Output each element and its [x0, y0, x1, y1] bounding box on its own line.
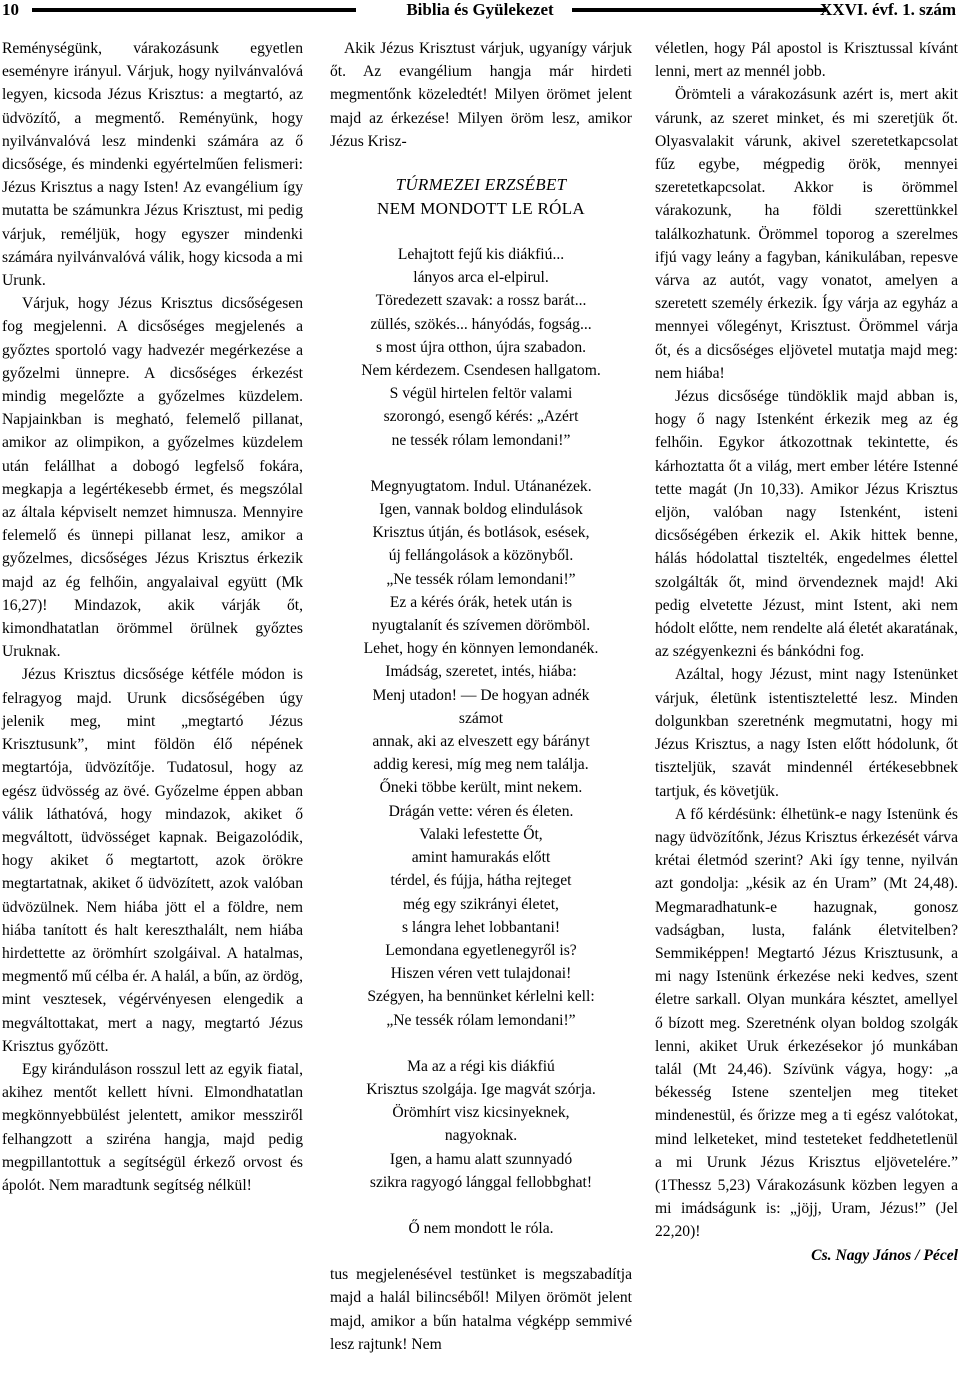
paragraph: Egy kiránduláson rosszul lett az egyik fiatal, akihez mentőt kellett hívni. Elmondhatatlan megkönnyebbülést jelentett, amikor messziről felhangzott a sziréna hangja, majd pedig megpillantottuk a segítségül érkező orvost és ápolót. Nem maradtunk segítség nélkül! — [2, 1060, 303, 1194]
header-rule-right — [572, 8, 826, 12]
paragraph: Reménységünk, várakozásunk egyetlen eseményre irányul. Várjuk, hogy nyilvánvalóvá legyen, kicsoda Jézus Krisztus: a megtartó, az üdvözítő, a megmentő. Reményünk, hogy nyilvánvalóvá lesz mindenki számára az ő dicsősége, és mindenki egyértelműen felismeri: Jézus Krisztus a nagy Isten! Az evangélium így mutatta be számunkra Jézus Krisztust, mi pedig várjuk, reméljük, hogy egyszer mindenki számára nyilvánvalóvá válik, hogy kicsoda a mi Urunk. — [2, 40, 303, 290]
poem-line: züllés, szökés... hányódás, fogság... — [370, 315, 592, 333]
paragraph: véletlen, hogy Pál apostol is Krisztussal kívánt lenni, mert az mennél jobb. — [655, 40, 958, 81]
poem-line: Krisztus szolgája. Ige magvát szórja. — [366, 1080, 596, 1098]
column-right — [655, 37, 958, 1267]
paragraph: Örömteli a várakozásunk azért is, mert akit várunk, az szeret minket, és mi szeretjük őt. Olyasvalakit várunk, akivel szeretetkapcsolat fűz egybe, mégpedig örök, mennyei szeretetkapcsolat. Akkor is örömmel várakozunk, ha földi szerettünkkel találkozhatunk. Örömmel toporog a szerelmes ifjú vagy leány a fagyban, kánikulában, repesve várva az autót, vagy vonatot, amelyen a szeretett személy érkezik. Így várja az egyház a mennyei vőlegényt, Krisztust. Örömmel várja őt, és a dicsőséges eljövetel mutatja majd meg: nem hiába! — [655, 86, 958, 382]
paragraph: Jézus dicsősége tündöklik majd abban is, hogy ő nagy Istenként érkezik meg az ég felhőin. Egykor átkozottnak tekintette, és kárhoztatta őt a világ, mert ember létére Istenné tette magát (Jn 10,33). Amikor Jézus Krisztus eljön, valóban nagy Istenként, isteni dicsőségében érkezik el. Akik hittek benne, hálás hódolattal tisztelték, engedelmes élettel szolgálták őt, mind örvendeznek majd! Aki pedig elvetette Jézust, mint Istent, aki nem hódolt előtte, nem rendelte alá életét akaratának, az szégyenkezni és bánkódni fog. — [655, 388, 958, 661]
poem-line: Szégyen, ha bennünket kérlelni kell: — [367, 988, 595, 1006]
poem-line: térdel, és fújja, hátha rejteget — [390, 872, 572, 890]
poem-line: Menj utadon! — De hogyan adnék — [372, 686, 590, 704]
poem-line: Igen, vannak boldog elindulások — [379, 501, 583, 519]
poem-line: szikra ragyogó lánggal fellobbghat! — [369, 1173, 593, 1191]
paragraph: Akik Jézus Krisztust várjuk, ugyanígy várjuk őt. Az evangélium hangja már hirdeti megmentőnk közeledtét! Milyen örömet jelent majd az érkezése! Milyen öröm lesz, amikor Jézus Krisz- — [330, 40, 632, 150]
poem-line: Lehet, hogy én könnyen lemondanék. — [363, 640, 599, 658]
column-left — [2, 37, 303, 1197]
poem-line: számot — [458, 709, 504, 727]
poem-line: Lehajtott fejű kis diákfiú... — [397, 246, 565, 264]
page-header — [0, 0, 960, 22]
poem-line: S végül hirtelen feltör valami — [389, 385, 573, 403]
poem-line: Töredezett szavak: a rossz barát... — [375, 292, 587, 310]
poem-line: Nem kérdezem. Csendesen hallgatom. — [361, 362, 601, 380]
poem-stanza — [330, 1217, 632, 1240]
poem-line: Őneki többe került, mint nekem. — [379, 779, 583, 797]
issue-label: XXVI. évf. 1. szám — [820, 0, 956, 19]
poem-line: Igen, a hamu alatt szunnyadó — [389, 1150, 573, 1168]
poem-line: még egy szikrányi életet, — [403, 895, 559, 913]
paragraph: Várjuk, hogy Jézus Krisztus dicsőségesen fog megjelenni. A dicsőséges megjelenés a győztes sportoló vagy hadvezér megérkezése a győzelmi ünnepre. A dicsőséges érkezést mindig megelőzte a győzelmes küzdelem. Napjainkban is megható, felemelő pillanat, amikor az olimpikon, a győzelmes küzdelem után felállhat a dobogó legfelső fokára, megkapja a legértékesebb érmet, és megszólal az általa képviselt nemzet himnusza. Mennyire felemelő és ünnepi pillanat lesz, amikor a győzelmes, dicsőséges Jézus Krisztus érkezik majd az ég felhőin, angyalaival együtt (Mk 16,27)! Mindazok, akik várják őt, kimondhatatlan örömmel örülnek győztes Uruknak. — [2, 295, 303, 661]
poem-line: szorongó, esengő kérés: „Azért — [383, 408, 579, 426]
paragraph: Jézus Krisztus dicsősége kétféle módon is felragyog majd. Urunk dicsőségében úgy jelenik meg, mint „megtartó Jézus Krisztusunk”, mint földön élő népének megtartója, üdvözítője. Tudatosul, hogy az egész üdvösség az övé. Győzelme éppen abban válik láthatóvá, hogy mindazok, akiket ő megváltott, üdvösséget kapnak. Beigazolódik, hogy akiket ő megtartott, azok örökre megtartatnak, akiket ő üdvözített, azok valóban üdvözülnek. Nem hiába jött el a földre, nem hiába tanított és halt kereszthalált, nem hiába hirdettette az örömhírt szolgáival. A hatalmas, megmentő mű célba ér. A halál, a bűn, az ördög, mint vesztesek, végérvényesen elengedik a megváltottakat, mert a nagy, megtartó Jézus Krisztus győzött. — [2, 666, 303, 1055]
poem-line: Ma az a régi kis diákfiú — [407, 1057, 555, 1075]
poem-line: nyugtalanít és szívemen dörömböl. — [371, 617, 591, 635]
poem-stanza — [330, 475, 632, 1032]
poem-line: lányos arca el-elpirul. — [413, 269, 549, 287]
poem-line: annak, aki az elveszett egy bárányt — [372, 733, 590, 751]
poem-line: nagyoknak. — [444, 1127, 518, 1145]
poem — [330, 173, 632, 1240]
poem-line: s most újra otthon, újra szabadon. — [375, 338, 587, 356]
paragraph: Azáltal, hogy Jézust, mint nagy Istenünket várjuk, életünk istentiszteletté lesz. Minden dolgunkban szeretnénk megmutatni, hogy mi Jézus Krisztus, a nagy Isten előtt hódolunk, őt tiszteljük, szavát mindennél értékesebbnek tartjuk, és követjük. — [655, 666, 958, 800]
poem-stanzas — [330, 243, 632, 1240]
poem-line: Krisztus útján, és botlások, esések, — [372, 524, 590, 542]
poem-line: Lemondana egyetlenegyről is? — [385, 941, 577, 959]
poem-line: Ő nem mondott le róla. — [408, 1219, 554, 1237]
poem-line: Drágán vette: véren és életen. — [388, 802, 574, 820]
paragraph: tus megjelenésével testünket is megszabadítja majd a halál bilincséből! Milyen örömöt jelent majd, amikor a bűn hatalma végképp semmivé lesz rajtunk! Nem — [330, 1266, 632, 1353]
poem-line: Imádság, szeretet, intés, hiába: — [385, 663, 577, 681]
poem-line: amint hamurakás előtt — [411, 849, 551, 867]
poem-line: addig keresi, míg meg nem találja. — [373, 756, 589, 774]
publication-title: Biblia és Gyülekezet — [406, 0, 554, 19]
author-signature: Cs. Nagy János / Pécel — [811, 1246, 958, 1264]
page-number: 10 — [2, 0, 19, 19]
column-middle — [330, 37, 632, 1356]
poem-title: NEM MONDOTT LE RÓLA — [377, 199, 585, 219]
poem-stanza — [330, 1055, 632, 1194]
poem-line: Valaki lefestette Őt, — [419, 825, 543, 843]
poem-line: „Ne tessék rólam lemondani!” — [386, 1011, 576, 1029]
poem-line: Hiszen véren vett tulajdonai! — [390, 965, 572, 983]
poem-line: s lángra lehet lobbantani! — [401, 918, 561, 936]
poem-line: új fellángolások a közönyből. — [388, 547, 574, 565]
poem-author: TÚRMEZEI ERZSÉBET — [395, 175, 567, 195]
poem-line: Ez a kérés órák, hetek után is — [389, 593, 573, 611]
poem-stanza — [330, 243, 632, 452]
poem-line: Megnyugtatom. Indul. Utánanézek. — [370, 477, 592, 495]
poem-line: Örömhírt visz kicsinyeknek, — [392, 1104, 570, 1122]
paragraph: A fő kérdésünk: élhetünk-e nagy Istenünk és nagy üdvözítőnk, Jézus Krisztus érkezését várva krétai életmód szerint? Aki így tenne, nyilván azt gondolja: „késik az én Uram” (Mt 24,48). Megmaradhatunk-e hazugnak, gonosz vadságban, lusta, falánk életvitelben? Semmiképpen! Megtartó Jézus Krisztusunk, a mi nagy Istenünk érkezése neki kedves, szent életre sarkall. Olyan munkára késztet, amellyel ő bízott meg. Szeretnénk olyan boldog szolgák lenni, akiket Uruk érkezésekor jó munkában talál (Mt 24,46). Szívünk vágya, hogy: „a békesség Istene szenteljen meg titeket mindenestül, és őrizze meg a ti egész valótokat, mind lelketeket, mind testeteket feddhetetlenül a mi Urunk Jézus Krisztus eljövetelére.” (1Thessz 5,23) Várakozásunk közben legyen a mi imádságunk is: „jöjj, Uram, Jézus!” (Jel 22,20)! — [655, 805, 958, 1241]
poem-line: „Ne tessék rólam lemondani!” — [386, 570, 576, 588]
poem-line: ne tessék rólam lemondani!” — [391, 431, 571, 449]
